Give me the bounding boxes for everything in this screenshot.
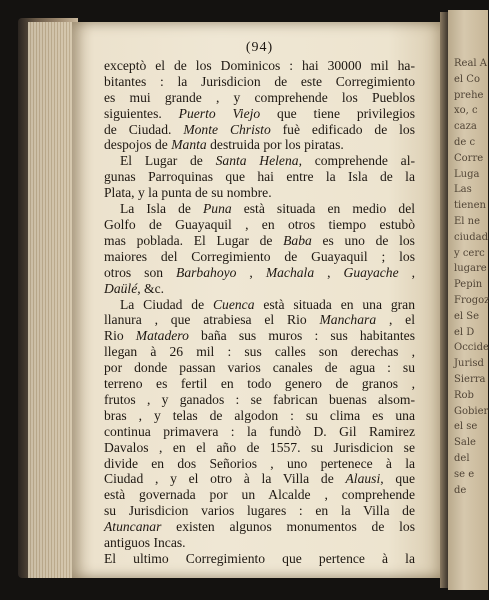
text-line: continua primavera : la fundò D. Gil Ramirez [104,423,415,439]
text-line: llegan à 26 mil : sus calles son derechas , [104,344,415,360]
text-line: bitantes : la Jurisdicion de este Corregimiento [104,73,415,89]
text-line: La Isla de Puna està situada en medio del [120,201,415,217]
text-line: Atuncanar existen algunos monumentos de los [104,519,415,535]
text-line: El ultimo Corregimiento que pertence à la [104,551,415,566]
text-line: antiguos Incas. [104,535,186,551]
facing-page-text: Real A el Co prehe xo, c caza de c Corre Luga Las tienen El ne ciudad y cerc lugare Pepin Frogoz el Se el D Occide Jurisd Sierra Rob Gobier el se Sale del se e de [454,58,489,496]
text-line: divide en dos Señorios , uno pertenece à la [104,455,415,471]
text-line: està governada por un Alcalde , comprehende [104,487,415,503]
text-line: Daülé, &c. [104,280,165,296]
text-line: Rio Matadero baña sus muros : sus habitantes [104,328,415,344]
text-line: Davalos , en el año de 1557. su Jurisdicion se [104,439,415,455]
text-line: es mui grande , y comprehende los Pueblos [104,89,415,105]
page-number: (94) [245,40,274,55]
text-line: otros son Barbahoyo , Machala , Guayache , [104,264,415,280]
facing-page-edge [448,10,488,590]
text-line: de Ciudad. Monte Christo fuè edificado de los [104,121,416,137]
text-line: Golfo de Guayaquil , en otros tiempo estubò [104,216,415,232]
text-line: exceptò el de los Dominicos : hai 30000 mil ha- [104,57,415,73]
text-line: su Jurisdicion varios lugares : en la Villa de [104,503,415,519]
text-line: El Lugar de Santa Helena, comprehende al- [120,153,415,169]
text-line: La Ciudad de Cuenca està situada en una gran [120,296,415,312]
text-line: mas poblada. El Lugar de Baba es uno de los [104,232,415,248]
text-line: terreno es fertil en todo genero de granos , [104,376,415,392]
page-text [104,40,415,567]
text-line: frutos , y ganados : se fabrican buenas alsom- [104,391,415,407]
text-line: Ciudad , y el otro à la Villa de Alausi, que [104,471,415,487]
text-line: llanura , que atrabiesa el Rio Manchara , el [104,312,415,328]
text-line: despojos de Manta destruida por los piratas. [104,137,344,153]
text-line: gunas Parroquinas que hai entre la Isla de la [104,169,415,185]
text-line: Plata, y la punta de su nombre. [104,185,272,201]
text-line: por donde passan varios canales de agua : su [104,360,415,376]
text-line: siguientes. Puerto Viejo que tiene privilegios [104,105,415,121]
text-line: bras , y telas de algodon : su clima es una [104,407,415,423]
text-line: maiores del Corregimiento de Guayaquil ; los [104,248,415,264]
